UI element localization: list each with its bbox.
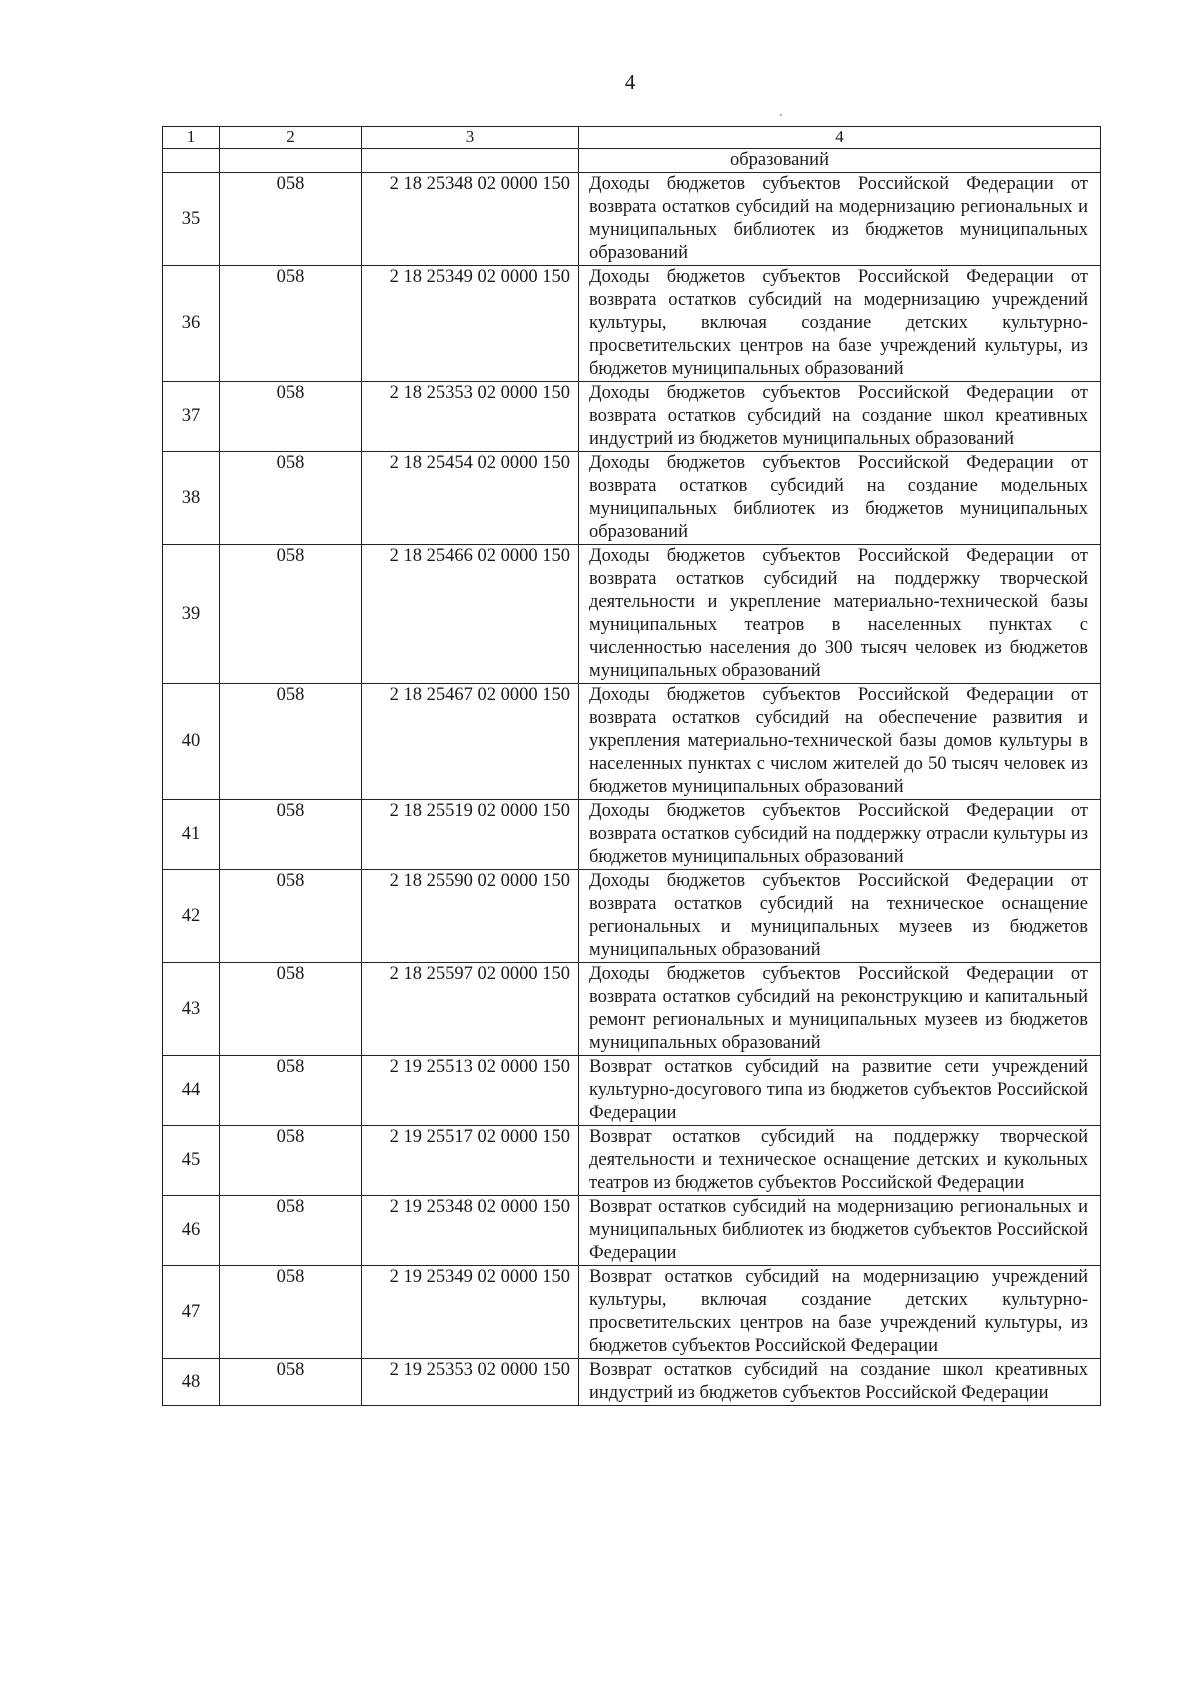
row-number: 45 <box>163 1126 220 1196</box>
table-row <box>163 1056 1101 1126</box>
revenue-description: Возврат остатков субсидий на модернизацию региональных и муниципальных библиотек из бюджетов субъектов Российской Федерации <box>579 1196 1101 1266</box>
budget-codes-table <box>162 126 1101 1406</box>
table-row <box>163 1266 1101 1359</box>
table-row <box>163 266 1101 382</box>
budget-classification-code: 2 18 25466 02 0000 150 <box>362 545 579 684</box>
table-row <box>163 173 1101 266</box>
table-row <box>163 800 1101 870</box>
admin-code: 058 <box>220 545 362 684</box>
admin-code: 058 <box>220 173 362 266</box>
table-row <box>163 870 1101 963</box>
table-header <box>163 127 1101 149</box>
revenue-description: Доходы бюджетов субъектов Российской Федерации от возврата остатков субсидий на техническое оснащение региональных и муниципальных музеев из бюджетов муниципальных образований <box>579 870 1101 963</box>
table-row <box>163 963 1101 1056</box>
admin-code: 058 <box>220 1266 362 1359</box>
admin-code: 058 <box>220 800 362 870</box>
row-number: 38 <box>163 452 220 545</box>
table-row <box>163 1126 1101 1196</box>
budget-classification-code: 2 19 25353 02 0000 150 <box>362 1359 579 1406</box>
row-number: 37 <box>163 382 220 452</box>
table-row <box>163 1196 1101 1266</box>
budget-classification-code: 2 19 25348 02 0000 150 <box>362 1196 579 1266</box>
revenue-description: Доходы бюджетов субъектов Российской Федерации от возврата остатков субсидий на реконструкцию и капитальный ремонт региональных и муниципальных музеев из бюджетов муниципальных образований <box>579 963 1101 1056</box>
table-row <box>163 382 1101 452</box>
revenue-description: Возврат остатков субсидий на модернизацию учреждений культуры, включая создание детских культурно-просветительских центров на базе учреждений культуры, из бюджетов субъектов Российской Федерации <box>579 1266 1101 1359</box>
revenue-description: Доходы бюджетов субъектов Российской Федерации от возврата остатков субсидий на создание модельных муниципальных библиотек из бюджетов муниципальных образований <box>579 452 1101 545</box>
revenue-description: Возврат остатков субсидий на создание школ креативных индустрий из бюджетов субъектов Российской Федерации <box>579 1359 1101 1406</box>
admin-code: 058 <box>220 382 362 452</box>
budget-classification-code: 2 19 25349 02 0000 150 <box>362 1266 579 1359</box>
budget-classification-code: 2 18 25348 02 0000 150 <box>362 173 579 266</box>
revenue-description: Доходы бюджетов субъектов Российской Федерации от возврата остатков субсидий на обеспечение развития и укрепления материально-технической базы домов культуры в населенных пунктах с числом жителей до 50 тысяч человек из бюджетов муниципальных образований <box>579 684 1101 800</box>
revenue-description: Доходы бюджетов субъектов Российской Федерации от возврата остатков субсидий на поддержку отрасли культуры из бюджетов муниципальных образований <box>579 800 1101 870</box>
row-number: 41 <box>163 800 220 870</box>
admin-code: 058 <box>220 1126 362 1196</box>
page-number: 4 <box>624 70 636 94</box>
revenue-description: Доходы бюджетов субъектов Российской Федерации от возврата остатков субсидий на поддержку творческой деятельности и укрепление материально-технической базы муниципальных театров в населенных пунктах с численностью населения до 300 тысяч человек из бюджетов муниципальных образований <box>579 545 1101 684</box>
budget-classification-code: 2 18 25349 02 0000 150 <box>362 266 579 382</box>
header-col-4: 4 <box>579 127 1101 149</box>
budget-classification-code: 2 19 25513 02 0000 150 <box>362 1056 579 1126</box>
header-col-1: 1 <box>163 127 220 149</box>
budget-classification-code: 2 18 25597 02 0000 150 <box>362 963 579 1056</box>
admin-code: 058 <box>220 963 362 1056</box>
admin-code: 058 <box>220 870 362 963</box>
revenue-description: Доходы бюджетов субъектов Российской Федерации от возврата остатков субсидий на модернизацию региональных и муниципальных библиотек из бюджетов муниципальных образований <box>579 173 1101 266</box>
budget-classification-code: 2 18 25353 02 0000 150 <box>362 382 579 452</box>
header-col-2: 2 <box>220 127 362 149</box>
scan-speck <box>780 114 782 116</box>
row-number: 46 <box>163 1196 220 1266</box>
table-row <box>163 1359 1101 1406</box>
admin-code: 058 <box>220 684 362 800</box>
budget-classification-code: 2 19 25517 02 0000 150 <box>362 1126 579 1196</box>
row-number: 35 <box>163 173 220 266</box>
row-number: 48 <box>163 1359 220 1406</box>
row-number: 44 <box>163 1056 220 1126</box>
continuation-text: образований <box>579 149 1101 173</box>
header-col-3: 3 <box>362 127 579 149</box>
budget-classification-code: 2 18 25467 02 0000 150 <box>362 684 579 800</box>
revenue-description: Возврат остатков субсидий на развитие сети учреждений культурно-досугового типа из бюджетов субъектов Российской Федерации <box>579 1056 1101 1126</box>
admin-code: 058 <box>220 266 362 382</box>
row-number: 47 <box>163 1266 220 1359</box>
admin-code: 058 <box>220 1359 362 1406</box>
budget-classification-code: 2 18 25519 02 0000 150 <box>362 800 579 870</box>
admin-code: 058 <box>220 1056 362 1126</box>
revenue-description: Доходы бюджетов субъектов Российской Федерации от возврата остатков субсидий на создание школ креативных индустрий из бюджетов муниципальных образований <box>579 382 1101 452</box>
continuation-row <box>163 149 1101 173</box>
revenue-description: Доходы бюджетов субъектов Российской Федерации от возврата остатков субсидий на модернизацию учреждений культуры, включая создание детских культурно-просветительских центров на базе учреждений культуры, из бюджетов муниципальных образований <box>579 266 1101 382</box>
row-number: 39 <box>163 545 220 684</box>
row-number: 42 <box>163 870 220 963</box>
row-number: 43 <box>163 963 220 1056</box>
table-row <box>163 545 1101 684</box>
row-number: 36 <box>163 266 220 382</box>
budget-classification-code: 2 18 25590 02 0000 150 <box>362 870 579 963</box>
table-row <box>163 452 1101 545</box>
table-row <box>163 684 1101 800</box>
budget-classification-code: 2 18 25454 02 0000 150 <box>362 452 579 545</box>
revenue-description: Возврат остатков субсидий на поддержку творческой деятельности и техническое оснащение детских и кукольных театров из бюджетов субъектов Российской Федерации <box>579 1126 1101 1196</box>
admin-code: 058 <box>220 452 362 545</box>
admin-code: 058 <box>220 1196 362 1266</box>
row-number: 40 <box>163 684 220 800</box>
